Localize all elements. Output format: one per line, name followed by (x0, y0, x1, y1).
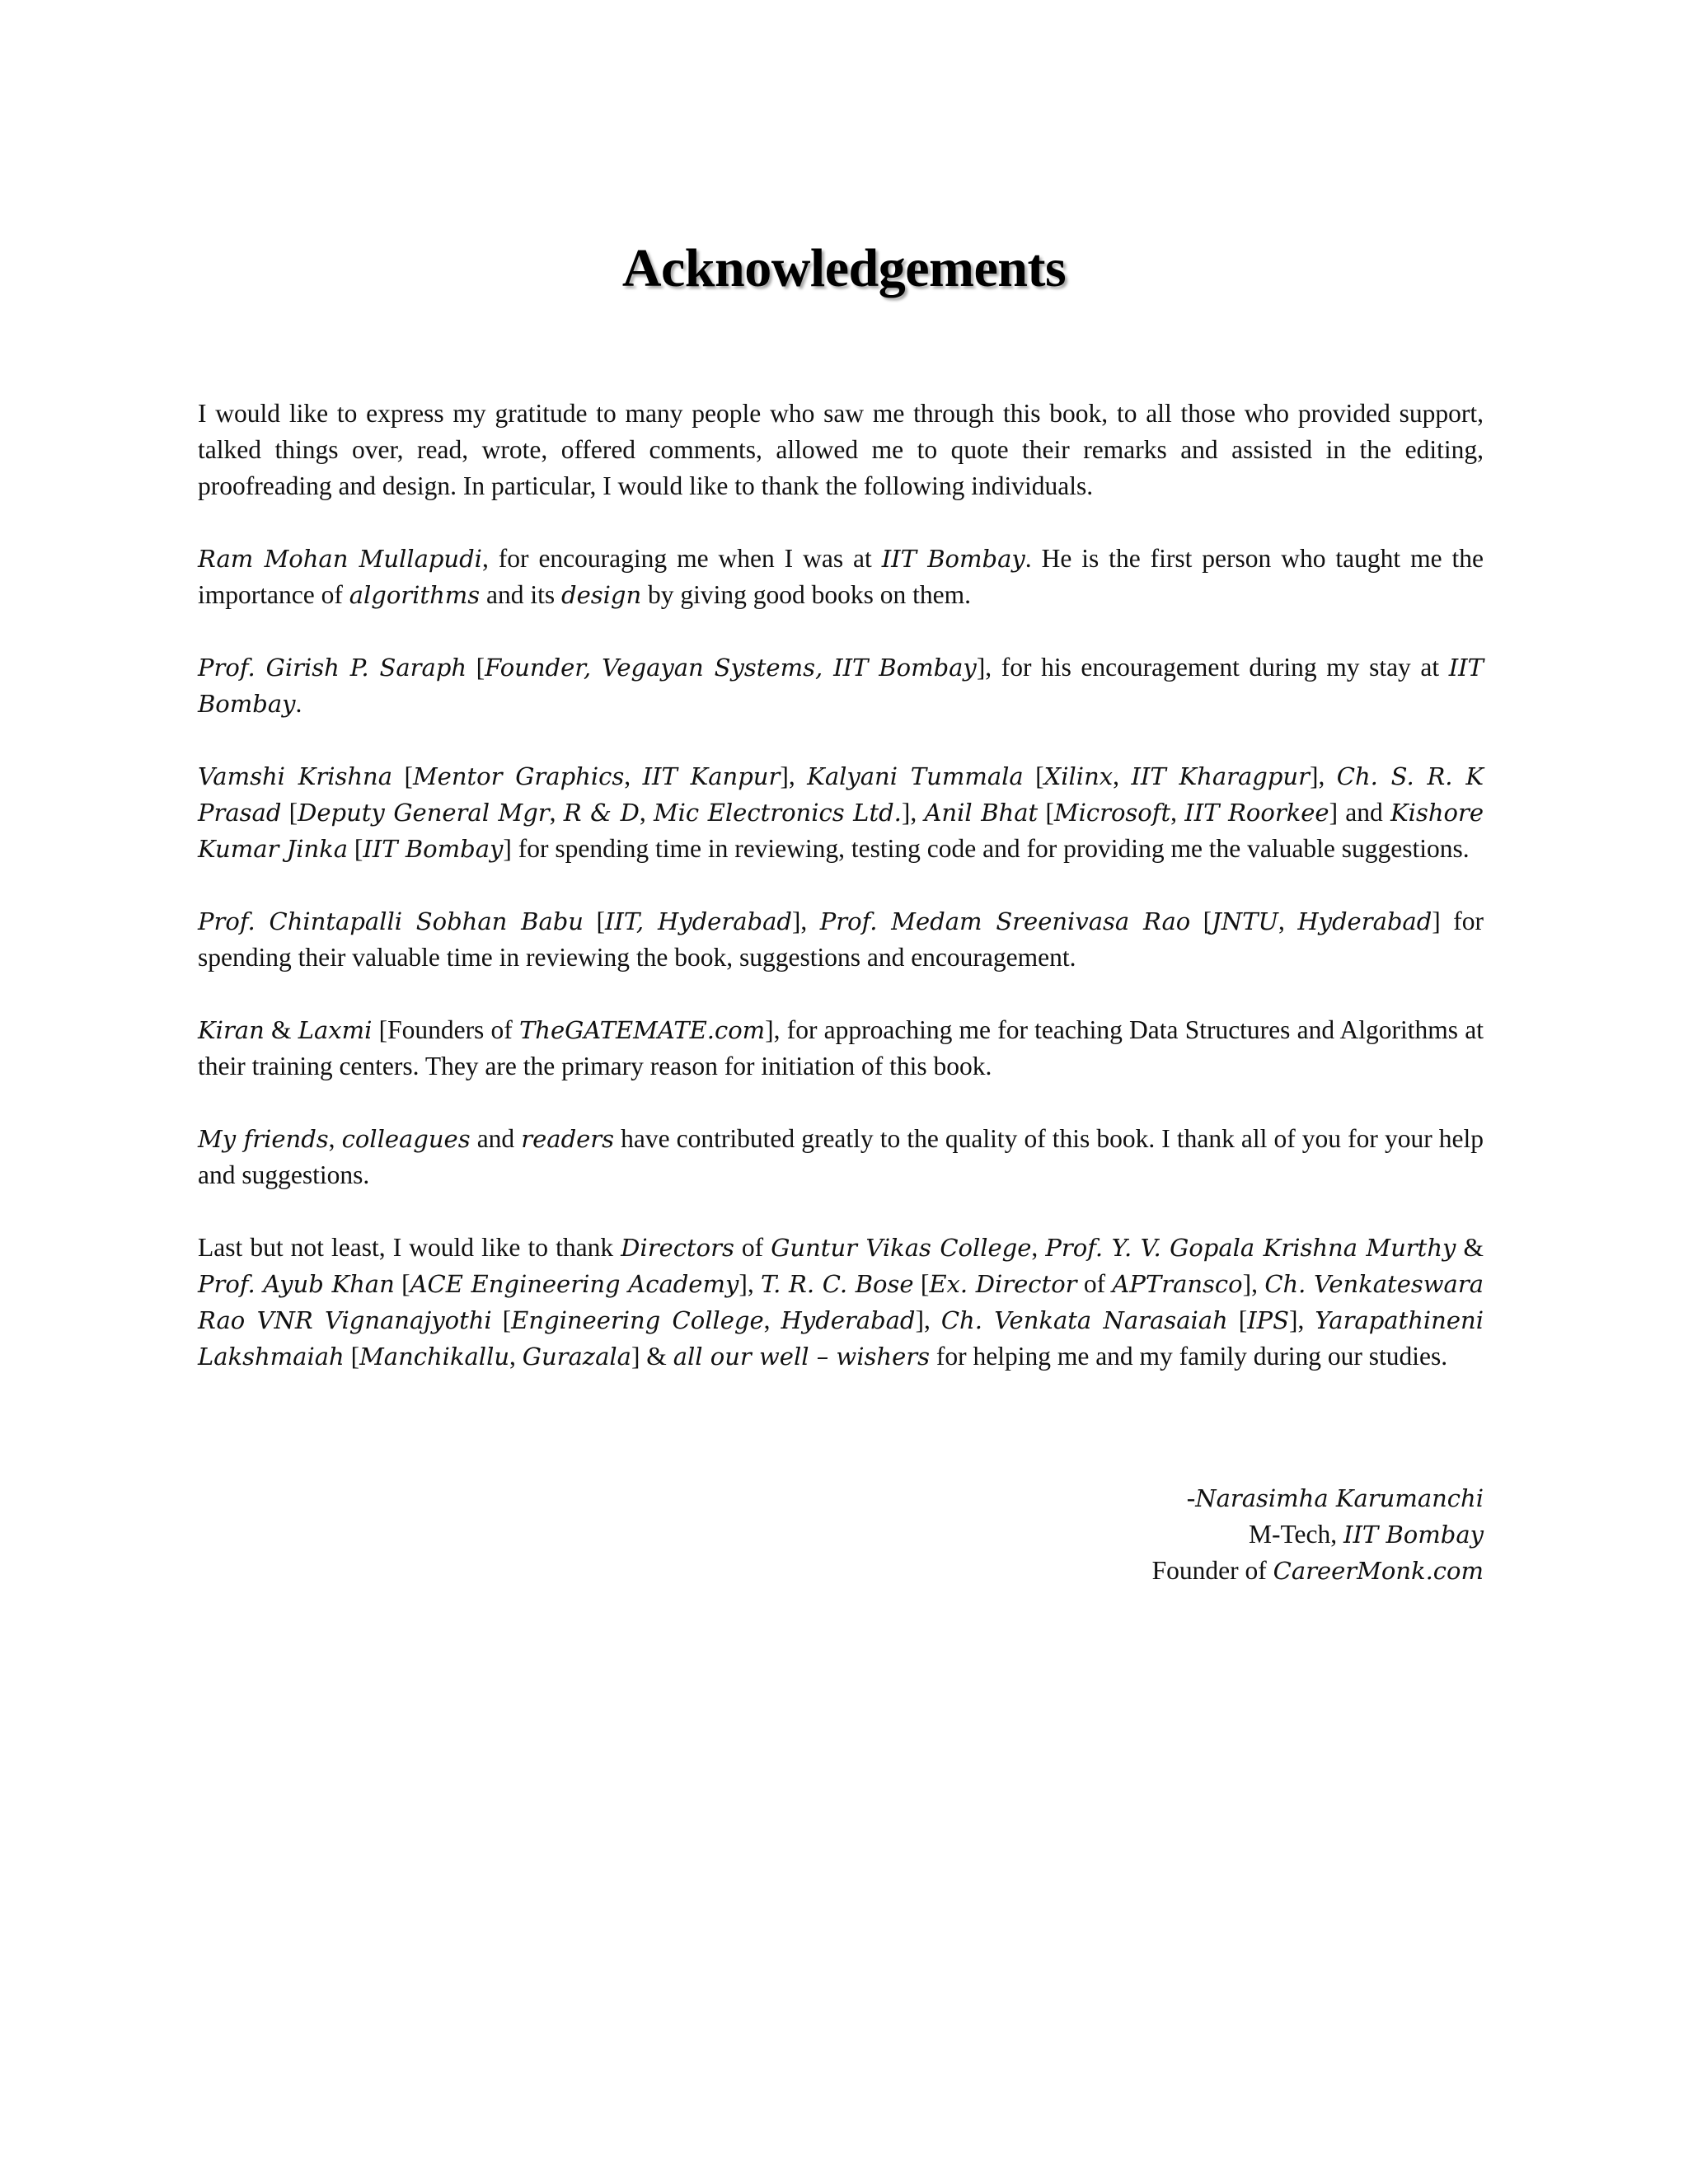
signature-name-line (1152, 1480, 1484, 1516)
text-run: ], (901, 798, 925, 827)
signature-degree-line (1152, 1516, 1484, 1553)
text-run: , (624, 762, 643, 790)
text-run: ], (780, 762, 808, 790)
italic-text: Kishore Kumar Jinka (198, 799, 1484, 863)
text-run: ], (1242, 1269, 1265, 1298)
text-run: ] for spending time in reviewing, testing code and for providing me the valuable suggestions. (503, 834, 1470, 863)
italic-text: TheGATEMATE.com (518, 1016, 766, 1044)
text-run: [ (392, 762, 413, 790)
italic-text: My friends (198, 1125, 329, 1153)
italic-text: Ch. Venkata Narasaiah (940, 1306, 1228, 1334)
text-run: [ (348, 834, 363, 863)
italic-text: Manchikallu (359, 1343, 510, 1371)
text-run: of (734, 1233, 771, 1262)
text-run: ], (1309, 762, 1337, 790)
italic-text: Vamshi Krishna (198, 762, 393, 790)
italic-text: Microsoft (1053, 799, 1171, 827)
text-run: . (295, 689, 302, 718)
text-run: [ (344, 1342, 360, 1371)
italic-text: IIT Bombay (363, 835, 504, 863)
italic-text: Prof. Chintapalli Sobhan Babu (198, 907, 584, 935)
italic-text: IPS (1247, 1306, 1290, 1334)
text-run: Last but not least, I would like to thank (198, 1233, 621, 1262)
italic-text: Mentor Graphics (412, 762, 625, 790)
italic-text: Deputy General Mgr (298, 799, 550, 827)
signature-founder-line (1152, 1553, 1484, 1589)
paragraph-4 (198, 758, 1484, 867)
text-run: [ (1227, 1305, 1248, 1334)
italic-text: Anil Bhat (924, 799, 1039, 827)
text-run: [ (491, 1305, 512, 1334)
text-run: ], (1289, 1305, 1315, 1334)
italic-text: Directors (621, 1234, 734, 1262)
signature-site: CareerMonk.com (1273, 1557, 1484, 1585)
text-run: , (328, 1124, 342, 1153)
italic-text: IIT, Hyderabad (604, 907, 792, 935)
text-run: have contributed greatly to the quality of this book. I thank all of you for your help and suggestions. (198, 1124, 1484, 1189)
italic-text: colleagues (341, 1125, 471, 1153)
italic-text: ACE Engineering Academy (410, 1270, 739, 1298)
italic-text: Prof. Ayub Khan (198, 1270, 395, 1298)
text-run: & (264, 1015, 298, 1044)
text-run: ], (791, 907, 820, 935)
italic-text: Hyderabad (1297, 907, 1432, 935)
acknowledgements-body (198, 396, 1484, 1411)
italic-text: R & D (563, 799, 640, 827)
signature-block (1152, 1480, 1484, 1589)
text-run: ] for spending their valuable time in reviewing the book, suggestions and encouragement. (198, 907, 1484, 972)
text-run: and its (480, 580, 562, 609)
italic-text: Prof. Medam Sreenivasa Rao (819, 907, 1191, 935)
text-run: , (509, 1342, 523, 1371)
text-run: . He is the first person who taught me the importance of (198, 544, 1484, 609)
italic-text: IIT Bombay (881, 545, 1025, 573)
text-run: [ (583, 907, 605, 935)
text-run: of (1076, 1269, 1113, 1298)
text-run: ], for approaching me for teaching Data Structures and Algorithms at their training centers. They are the primary reason for initiation of this book. (198, 1015, 1484, 1080)
italic-text: Prof. Y. V. Gopala Krishna Murthy (1045, 1234, 1456, 1262)
italic-text: Ex. Director (929, 1270, 1077, 1298)
italic-text: IIT Roorkee (1184, 799, 1329, 827)
italic-text: IIT Kharagpur (1131, 762, 1310, 790)
text-run: & (1456, 1233, 1484, 1262)
italic-text: Ram Mohan Mullapudi (198, 545, 482, 573)
italic-text: Prof. Girish P. Saraph (198, 654, 467, 682)
text-run: [ (913, 1269, 930, 1298)
paragraph-3 (198, 649, 1484, 722)
italic-text: T. R. C. Bose (761, 1270, 914, 1298)
text-run: and (470, 1124, 522, 1153)
italic-text: Laxmi (298, 1016, 373, 1044)
italic-text: Mic Electronics Ltd. (653, 799, 902, 827)
italic-text: Founder, Vegayan Systems, IIT Bombay (485, 654, 977, 682)
text-run: ], (915, 1305, 941, 1334)
text-run: for helping me and my family during our studies. (930, 1342, 1448, 1371)
italic-text: IIT Kanpur (642, 762, 781, 790)
text-run: , (1113, 762, 1132, 790)
italic-text: APTransco (1112, 1270, 1243, 1298)
italic-text: readers (521, 1125, 615, 1153)
text-run: [ (1190, 907, 1212, 935)
signature-degree: M-Tech, (1249, 1520, 1344, 1549)
text-run: [ (281, 798, 298, 827)
signature-name: Narasimha Karumanchi (1195, 1484, 1484, 1512)
italic-text: Guntur Vikas College (771, 1234, 1032, 1262)
italic-text: Kiran (198, 1016, 265, 1044)
italic-text: algorithms (349, 581, 481, 609)
paragraph-6 (198, 1012, 1484, 1085)
page-title: Acknowledgements (621, 238, 1067, 298)
paragraph-7 (198, 1121, 1484, 1193)
text-run: ], (738, 1269, 762, 1298)
paragraph-5 (198, 903, 1484, 976)
text-run: [Founders of (372, 1015, 519, 1044)
text-run: [ (1023, 762, 1044, 790)
text-run: ], for his encouragement during my stay at (976, 653, 1449, 682)
signature-founder: Founder of (1151, 1556, 1273, 1585)
italic-text: IIT Bombay (198, 654, 1484, 718)
text-run: , for encouraging me when I was at (481, 544, 882, 573)
italic-text: all our well – wishers (673, 1343, 930, 1371)
text-run: [ (394, 1269, 410, 1298)
italic-text: Ch. Venkateswara Rao VNR Vignanajyothi (198, 1270, 1484, 1334)
paragraph-1 (198, 396, 1484, 504)
italic-text: Yarapathineni Lakshmaiah (198, 1306, 1484, 1371)
paragraph-2 (198, 541, 1484, 613)
italic-text: Gurazala (522, 1343, 631, 1371)
italic-text: Ch. S. R. K Prasad (198, 762, 1484, 827)
text-run: , (763, 1305, 781, 1334)
italic-text: Engineering College (511, 1306, 764, 1334)
signature-school: IIT Bombay (1343, 1521, 1484, 1549)
italic-text: JNTU (1212, 907, 1278, 935)
text-run: I would like to express my gratitude to many people who saw me through this book, to all those who provided support, talked things over, read, wrote, offered comments, allowed me to quote their remarks and assisted in the editing, proofreading and design. In particular, I would like to thank the following individuals. (198, 399, 1484, 500)
italic-text: Hyderabad (781, 1306, 916, 1334)
text-run: , (1031, 1233, 1046, 1262)
text-run: [ (467, 653, 485, 682)
text-run: ] & (631, 1342, 673, 1371)
text-run: , (549, 798, 564, 827)
text-run: ] and (1329, 798, 1391, 827)
signature-dash: - (1186, 1483, 1196, 1512)
text-run: , (1278, 907, 1298, 935)
italic-text: Kalyani Tummala (807, 762, 1024, 790)
text-run: , (639, 798, 654, 827)
italic-text: design (561, 581, 642, 609)
italic-text: Xilinx (1043, 762, 1114, 790)
text-run: [ (1038, 798, 1054, 827)
paragraph-8 (198, 1230, 1484, 1375)
text-run: , (1170, 798, 1185, 827)
text-run: by giving good books on them. (641, 580, 972, 609)
